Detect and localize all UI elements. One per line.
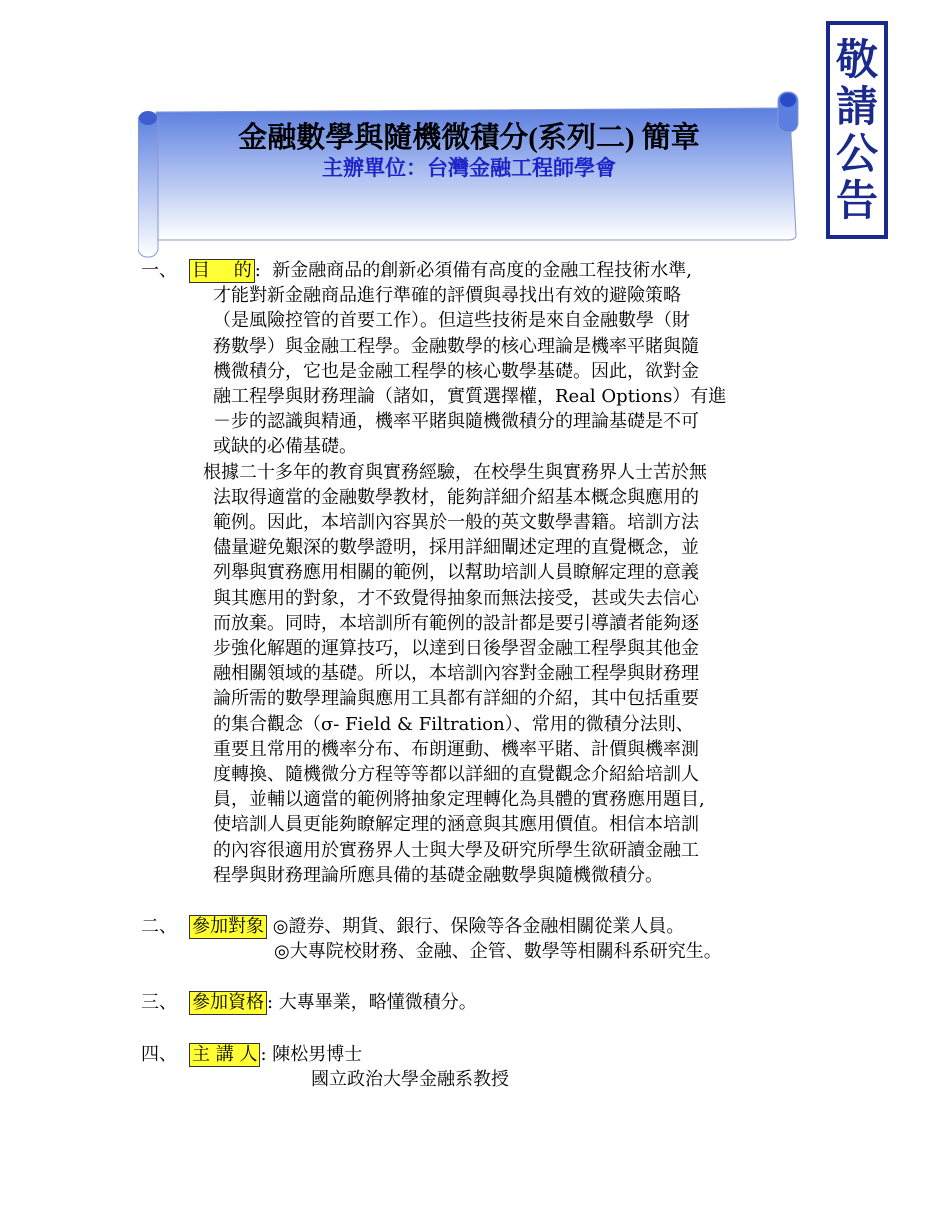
paragraph-line: 程學與財務理論所應具備的基礎金融數學與隨機微積分。 (213, 864, 663, 886)
paragraph-line: 或缺的必備基礎。 (213, 436, 357, 458)
notice-char: 請 (835, 82, 878, 131)
section-qualification (141, 990, 831, 1015)
notice-char: 告 (835, 176, 878, 225)
paragraph-purpose (213, 283, 821, 459)
paragraph-line: 與其應用的對象，才不致覺得抽象而無法接受，甚或失去信心 (213, 587, 699, 609)
section-label: 參加對象 (189, 915, 267, 939)
audience-line: ◎證券、期貨、銀行、保險等各金融相關從業人員。 (267, 916, 685, 938)
notice-char: 敬 (835, 35, 878, 84)
qualification-text: : 大專畢業，略懂微積分。 (267, 992, 477, 1014)
paragraph-line: 根據二十多年的教育與實務經驗，在校學生與實務界人士苦於無 (203, 461, 707, 483)
paragraph-line: 才能對新金融商品進行準確的評價與尋找出有效的避險策略 (213, 285, 681, 307)
paragraph-line: 員，並輔以適當的範例將抽象定理轉化為具體的實務應用題目, (213, 789, 705, 811)
section-label: 參加資格 (189, 991, 267, 1015)
banner-title: 金融數學與隨機微積分(系列二) 簡章 (238, 122, 700, 154)
paragraph-line: 的內容很適用於實務界人士與大學及研究所學生欲研讀金融工 (213, 839, 699, 861)
paragraph-line: 論所需的數學理論與應用工具都有詳細的介紹，其中包括重要 (213, 688, 699, 710)
paragraph-line: 重要且常用的機率分布、布朗運動、機率平賭、計價與機率測 (213, 738, 699, 760)
paragraph-line: 法取得適當的金融數學教材，能夠詳細介紹基本概念與應用的 (213, 486, 699, 508)
section-number: 四、 (141, 1043, 177, 1065)
paragraph-line: （是風險控管的首要工作）。但這些技術是來自金融數學（財 (213, 310, 690, 332)
section-label: 主 講 人 (189, 1043, 260, 1067)
notice-box (826, 21, 888, 239)
section-number: 一、 (141, 260, 177, 281)
paragraph-line: 融工程學與財務理論（諸如，實質選擇權，Real Options）有進 (213, 386, 727, 408)
section-audience (141, 914, 831, 939)
section-speaker (141, 1042, 831, 1067)
section-purpose (141, 258, 831, 283)
announcement-body (141, 258, 831, 1092)
paragraph-line: 務數學）與金融工程學。金融數學的核心理論是機率平賭與隨 (213, 335, 699, 357)
paragraph-line: －步的認識與精通，機率平賭與隨機微積分的理論基礎是不可 (213, 411, 699, 433)
paragraph-line: 的集合觀念（σ- Field & Filtration）、常用的微積分法則、 (213, 713, 694, 735)
paragraph-line: 機微積分，它也是金融工程學的核心數學基礎。因此，欲對金 (213, 360, 699, 382)
speaker-title: 國立政治大學金融系教授 (311, 1068, 509, 1090)
paragraph-line: 度轉換、隨機微分方程等等都以詳細的直覺觀念介紹給培訓人 (213, 764, 699, 786)
banner-subtitle: 主辦單位：台灣金融工程師學會 (322, 156, 616, 180)
audience-line: ◎大專院校財務、金融、企管、數學等相關科系研究生。 (274, 941, 722, 963)
title-banner (138, 90, 800, 260)
notice-char: 公 (835, 129, 878, 178)
paragraph-training (203, 460, 821, 888)
section-number: 三、 (141, 992, 177, 1014)
paragraph-line: 步強化解題的運算技巧，以達到日後學習金融工程學與其他金 (213, 638, 699, 660)
speaker-name: : 陳松男博士 (260, 1043, 363, 1065)
paragraph-line: 新金融商品的創新必須備有高度的金融工程技術水準, (272, 260, 692, 281)
paragraph-line: 列舉與實務應用相關的範例，以幫助培訓人員瞭解定理的意義 (213, 562, 699, 584)
paragraph-line: 而放棄。同時，本培訓所有範例的設計都是要引導讀者能夠逐 (213, 612, 699, 634)
paragraph-line: 使培訓人員更能夠瞭解定理的涵意與其應用價值。相信本培訓 (213, 814, 699, 836)
paragraph-line: 儘量避免艱深的數學證明，採用詳細闡述定理的直覺概念，並 (213, 537, 699, 559)
paragraph-line: 範例。因此，本培訓內容異於一般的英文數學書籍。培訓方法 (213, 512, 699, 534)
label-separator: : (254, 260, 261, 281)
section-label: 目 的 (189, 259, 255, 283)
section-number: 二、 (141, 916, 177, 938)
paragraph-line: 融相關領域的基礎。所以，本培訓內容對金融工程學與財務理 (213, 663, 699, 685)
